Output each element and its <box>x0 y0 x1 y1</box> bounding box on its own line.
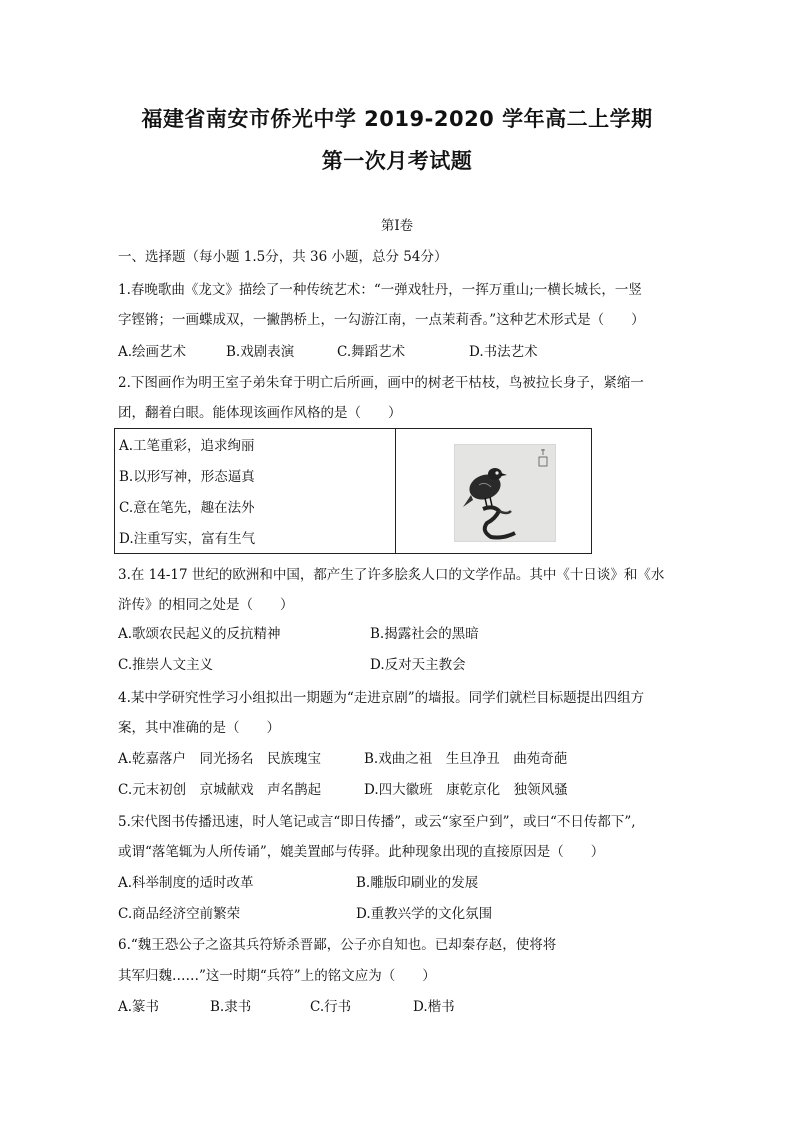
q2-stem-line2: 团，翻着白眼。能体现该画作风格的是（ ） <box>118 405 402 421</box>
q6-stem-line2: 其军归魏……”这一时期“兵符”上的铭文应为（ ） <box>118 968 436 984</box>
q1-option-d: D.书法艺术 <box>469 344 538 360</box>
q3-option-a: A.歌颂农民起义的反抗精神 <box>118 626 281 642</box>
volume-label: 第Ⅰ卷 <box>380 218 414 234</box>
q4-stem-line2: 案，其中准确的是（ ） <box>118 720 280 736</box>
q6-option-c: C.行书 <box>310 999 352 1015</box>
q3-stem-line1: 3.在 14-17 世纪的欧洲和中国，都产生了许多脍炙人口的文学作品。其中《十日谈》和《水 <box>118 567 665 583</box>
q4-stem-line1: 4.某中学研究性学习小组拟出一期题为“走进京剧”的墙报。同学们就栏目标题提出四组方 <box>118 690 645 706</box>
q5-stem-line2: 或谓“落笔辄为人所传诵”，媲美置邮与传驿。此种现象出现的直接原因是（ ） <box>118 844 605 860</box>
q6-option-b: B.隶书 <box>210 999 252 1015</box>
q5-option-d: D.重教兴学的文化氛围 <box>356 906 493 922</box>
q3-option-c: C.推崇人文主义 <box>118 657 214 673</box>
q5-stem-line1: 5.宋代图书传播迅速，时人笔记或言“即日传播”，或云“家至户到”，或曰“不日传都下”, <box>118 814 636 830</box>
q1-stem-line2: 字铿锵；一画蝶成双，一撇鹊桥上，一勾游江南，一点茉莉香。”这种艺术形式是（ ） <box>118 312 645 328</box>
q6-option-a: A.篆书 <box>118 999 160 1015</box>
exam-title-line2: 第一次月考试题 <box>321 149 473 173</box>
q5-option-c: C.商品经济空前繁荣 <box>118 906 241 922</box>
q3-option-b: B.揭露社会的黑暗 <box>370 626 479 642</box>
q5-option-b: B.雕版印刷业的发展 <box>356 875 479 891</box>
q2-option-a: A.工笔重彩，追求绚丽 <box>119 438 255 454</box>
exam-title-line1: 福建省南安市侨光中学 2019-2020 学年高二上学期 <box>141 107 653 131</box>
table-divider <box>395 429 396 553</box>
bird-painting-image <box>454 444 556 542</box>
q2-option-b: B.以形写神，形态逼真 <box>119 469 255 485</box>
q6-stem-line1: 6.“魏王恐公子之盗其兵符矫杀晋鄙，公子亦自知也。已却秦存赵，使将将 <box>118 937 557 953</box>
bird-on-branch-illustration <box>455 445 555 541</box>
q4-option-a: A.乾嘉落户 同光扬名 民族瑰宝 <box>118 751 322 767</box>
section-heading: 一、选择题（每小题 1.5分，共 36 小题，总分 54分） <box>118 249 448 265</box>
q3-stem-line2: 浒传》的相同之处是（ ） <box>118 597 294 613</box>
q2-option-c: C.意在笔先，趣在法外 <box>119 500 255 516</box>
q4-option-c: C.元末初创 京城献戏 声名鹊起 <box>118 782 322 798</box>
q2-option-d: D.注重写实，富有生气 <box>119 531 256 547</box>
q3-option-d: D.反对天主教会 <box>370 657 466 673</box>
q2-stem-line1: 2.下图画作为明王室子弟朱耷于明亡后所画，画中的树老干枯枝，鸟被拉长身子，紧缩一 <box>118 375 644 391</box>
q1-option-b: B.戏剧表演 <box>226 344 295 360</box>
q2-options-table <box>114 428 592 554</box>
q4-option-b: B.戏曲之祖 生旦净丑 曲苑奇葩 <box>364 751 568 767</box>
q5-option-a: A.科举制度的适时改革 <box>118 875 254 891</box>
q4-option-d: D.四大徽班 康乾京化 独领风骚 <box>364 782 568 798</box>
q1-stem-line1: 1.春晚歌曲《龙文》描绘了一种传统艺术：“一弹戏牡丹，一挥万重山;一横长城长，一竖 <box>118 282 642 298</box>
q1-option-c: C.舞蹈艺术 <box>337 344 406 360</box>
q6-option-d: D.楷书 <box>413 999 455 1015</box>
q1-option-a: A.绘画艺术 <box>118 344 187 360</box>
